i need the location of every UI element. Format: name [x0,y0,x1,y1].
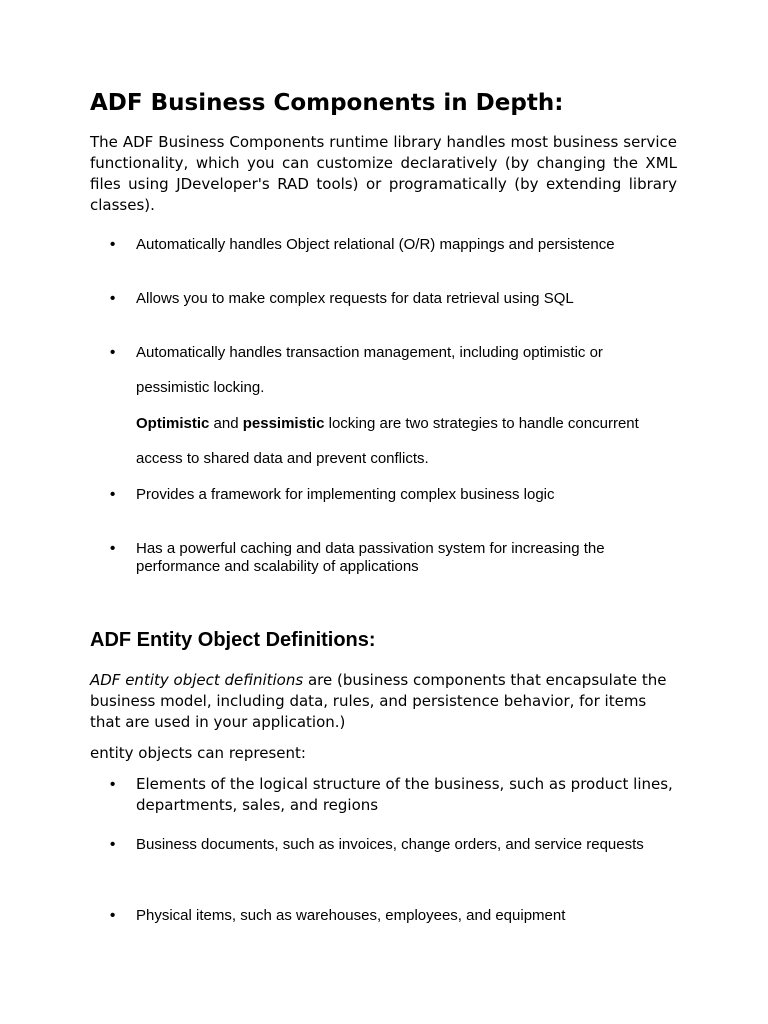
section-title-entity-object-definitions: ADF Entity Object Definitions: [90,629,376,651]
definition-rest: are (business components that encapsulate the business model, including data, rules, and persistence behavior, for items that are used in your application.) [90,671,667,731]
list-item-text: Elements of the logical structure of the business, such as product lines, departments, sales, and regions [136,775,673,814]
bullet-icon: • [110,540,116,557]
bullet-icon: • [110,236,116,253]
locking-note-line: access to shared data and prevent conflicts. [136,450,429,467]
list-item-text: Provides a framework for implementing complex business logic [136,486,555,503]
list-item-text: Has a powerful caching and data passivation system for increasing the performance and scalability of applications [136,540,605,575]
bullet-icon: • [110,290,116,307]
list-item-text: Business documents, such as invoices, change orders, and service requests [136,836,644,853]
locking-note-line [136,415,639,433]
connector-text: and [209,415,243,432]
intro-paragraph: The ADF Business Components runtime library handles most business service functionality, which you can customize declaratively (by changing the XML files using JDeveloper's RAD tools) or programatically (by extending library classes). [90,133,677,214]
bullet-icon: • [110,907,116,924]
list-item-text: Allows you to make complex requests for data retrieval using SQL [136,290,574,307]
bullet-icon: • [110,836,116,853]
bullet-icon: • [110,344,116,361]
term-optimistic: Optimistic [136,415,210,432]
section-title-adf-business-components: ADF Business Components in Depth: [90,90,564,116]
list-item-continuation: pessimistic locking. [136,379,265,396]
bullet-icon: • [110,776,116,793]
list-item-text: Automatically handles Object relational (O/R) mappings and persistence [136,236,615,253]
bullet-icon: • [110,486,116,503]
lead-in-text: entity objects can represent: [90,744,306,762]
list-item-text: Automatically handles transaction management, including optimistic or [136,344,603,361]
definition-term: ADF entity object definitions [90,671,304,689]
term-pessimistic: pessimistic [242,415,325,432]
definition-paragraph [90,670,680,733]
locking-note-rest: locking are two strategies to handle concurrent [324,415,639,432]
list-item-text: Physical items, such as warehouses, employees, and equipment [136,907,566,924]
